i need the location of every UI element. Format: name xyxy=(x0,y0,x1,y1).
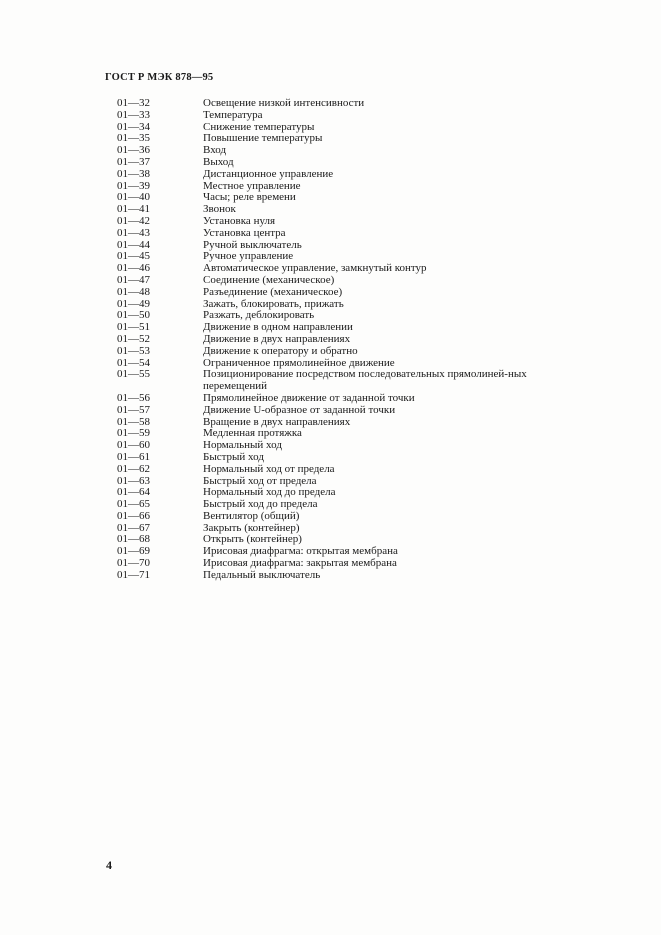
entry-text: Нормальный ход от предела xyxy=(203,462,335,475)
entry-code: 01—52 xyxy=(117,332,150,345)
symbol-list xyxy=(0,98,661,582)
list-item xyxy=(0,440,661,452)
entry-text: Часы; реле времени xyxy=(203,191,296,204)
entry-text: Ручное управление xyxy=(203,250,294,263)
entry-code: 01—55 xyxy=(117,368,150,381)
entry-code: 01—71 xyxy=(117,568,150,581)
list-item xyxy=(0,405,661,417)
entry-code: 01—42 xyxy=(117,214,150,227)
entry-text: Быстрый ход до предела xyxy=(203,498,318,511)
list-item xyxy=(0,133,661,145)
entry-text: Позиционирование посредством последовательных прямолиней-ных перемещений xyxy=(203,368,527,393)
list-item xyxy=(0,216,661,228)
entry-code: 01—70 xyxy=(117,557,150,570)
entry-text: Закрыть (контейнер) xyxy=(203,521,300,534)
entry-code: 01—69 xyxy=(117,545,150,558)
entry-text: Температура xyxy=(203,108,263,121)
list-item xyxy=(0,417,661,429)
entry-text: Ручной выключатель xyxy=(203,238,302,251)
entry-text: Автоматическое управление, замкнутый контур xyxy=(203,262,427,275)
page-number: 4 xyxy=(106,858,112,872)
entry-code: 01—67 xyxy=(117,521,150,534)
list-item xyxy=(0,558,661,570)
entry-text: Открыть (контейнер) xyxy=(203,533,302,546)
list-item xyxy=(0,240,661,252)
entry-code: 01—49 xyxy=(117,297,150,310)
list-item xyxy=(0,346,661,358)
entry-text: Дистанционное управление xyxy=(203,167,334,180)
list-item xyxy=(0,299,661,311)
entry-code: 01—37 xyxy=(117,155,150,168)
entry-code: 01—65 xyxy=(117,498,150,511)
list-item xyxy=(0,98,661,110)
entry-text: Разжать, деблокировать xyxy=(203,309,315,322)
entry-code: 01—61 xyxy=(117,450,150,463)
list-item xyxy=(0,334,661,346)
list-item xyxy=(0,487,661,499)
list-item xyxy=(0,145,661,157)
entry-code: 01—57 xyxy=(117,403,150,416)
entry-text: Вход xyxy=(203,144,227,157)
entry-code: 01—64 xyxy=(117,486,150,499)
entry-text: Прямолинейное движение от заданной точки xyxy=(203,391,415,404)
list-item xyxy=(0,192,661,204)
entry-code: 01—51 xyxy=(117,321,150,334)
entry-text: Снижение температуры xyxy=(203,120,315,133)
list-item xyxy=(0,369,661,393)
list-item xyxy=(0,275,661,287)
list-item xyxy=(0,523,661,535)
entry-code: 01—50 xyxy=(117,309,150,322)
list-item xyxy=(0,499,661,511)
list-item xyxy=(0,452,661,464)
entry-text: Ирисовая диафрагма: открытая мембрана xyxy=(203,545,398,558)
list-item xyxy=(0,157,661,169)
list-item xyxy=(0,204,661,216)
entry-code: 01—35 xyxy=(117,132,150,145)
entry-text: Движение в одном направлении xyxy=(203,321,353,334)
entry-code: 01—34 xyxy=(117,120,150,133)
list-item xyxy=(0,393,661,405)
entry-text: Вентилятор (общий) xyxy=(203,509,300,522)
entry-text: Повышение температуры xyxy=(203,132,323,145)
entry-text: Движение к оператору и обратно xyxy=(203,344,358,357)
list-item xyxy=(0,570,661,582)
entry-code: 01—60 xyxy=(117,439,150,452)
entry-text: Движение в двух направлениях xyxy=(203,332,351,345)
entry-text: Ирисовая диафрагма: закрытая мембрана xyxy=(203,557,397,570)
entry-code: 01—47 xyxy=(117,273,150,286)
entry-code: 01—45 xyxy=(117,250,150,263)
entry-code: 01—32 xyxy=(117,97,150,109)
entry-code: 01—40 xyxy=(117,191,150,204)
entry-code: 01—39 xyxy=(117,179,150,192)
entry-text: Зажать, блокировать, прижать xyxy=(203,297,344,310)
entry-code: 01—58 xyxy=(117,415,150,428)
entry-text: Нормальный ход xyxy=(203,439,282,452)
entry-text: Звонок xyxy=(203,203,236,216)
entry-text: Установка центра xyxy=(203,226,286,239)
list-item xyxy=(0,464,661,476)
entry-code: 01—56 xyxy=(117,391,150,404)
list-item xyxy=(0,287,661,299)
entry-text: Разъединение (механическое) xyxy=(203,285,343,298)
entry-code: 01—43 xyxy=(117,226,150,239)
entry-text: Местное управление xyxy=(203,179,301,192)
entry-code: 01—38 xyxy=(117,167,150,180)
list-item xyxy=(0,169,661,181)
entry-code: 01—33 xyxy=(117,108,150,121)
entry-code: 01—36 xyxy=(117,144,150,157)
entry-code: 01—59 xyxy=(117,427,150,440)
document-header: ГОСТ Р МЭК 878—95 xyxy=(105,72,214,83)
entry-code: 01—66 xyxy=(117,509,150,522)
entry-text: Движение U-образное от заданной точки xyxy=(203,403,396,416)
entry-code: 01—62 xyxy=(117,462,150,475)
entry-text: Соединение (механическое) xyxy=(203,273,335,286)
entry-text: Ограниченное прямолинейное движение xyxy=(203,356,395,369)
entry-text: Выход xyxy=(203,155,234,168)
list-item xyxy=(0,181,661,193)
entry-code: 01—68 xyxy=(117,533,150,546)
entry-text: Быстрый ход xyxy=(203,450,264,463)
entry-text: Педальный выключатель xyxy=(203,568,321,581)
entry-text: Вращение в двух направлениях xyxy=(203,415,351,428)
list-item xyxy=(0,511,661,523)
entry-code: 01—46 xyxy=(117,262,150,275)
entry-code: 01—63 xyxy=(117,474,150,487)
list-item xyxy=(0,122,661,134)
entry-text: Освещение низкой интенсивности xyxy=(203,97,365,109)
entry-code: 01—48 xyxy=(117,285,150,298)
list-item xyxy=(0,228,661,240)
entry-code: 01—44 xyxy=(117,238,150,251)
list-item xyxy=(0,110,661,122)
entry-code: 01—53 xyxy=(117,344,150,357)
entry-text: Нормальный ход до предела xyxy=(203,486,336,499)
entry-text: Быстрый ход от предела xyxy=(203,474,317,487)
entry-code: 01—41 xyxy=(117,203,150,216)
entry-code: 01—54 xyxy=(117,356,150,369)
entry-text: Установка нуля xyxy=(203,214,276,227)
entry-text: Медленная протяжка xyxy=(203,427,302,440)
list-item xyxy=(0,428,661,440)
